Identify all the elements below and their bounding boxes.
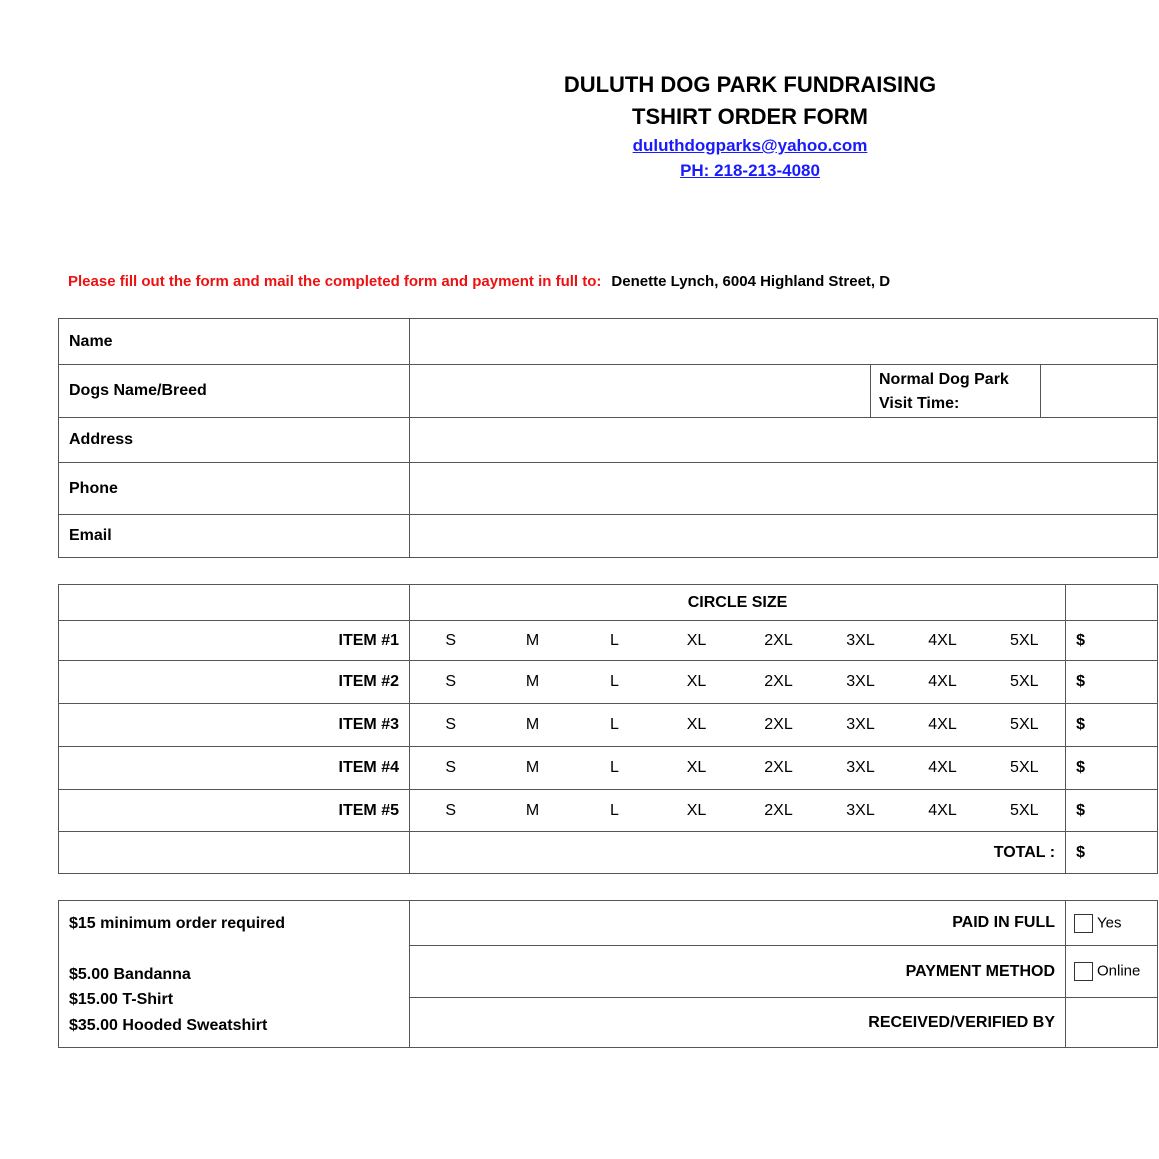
paid-in-full-label: PAID IN FULL [410,901,1066,946]
currency-symbol: $ [1076,801,1085,819]
item-row [59,621,1158,661]
size-option-5xl[interactable]: 5XL [984,704,1066,747]
item-row [59,747,1158,790]
visit-time-field[interactable] [1041,365,1158,418]
minimum-order-note: $15 minimum order required [69,915,286,932]
name-label: Name [59,319,410,365]
size-option-5xl[interactable]: 5XL [984,621,1066,661]
price-header [1066,585,1158,621]
currency-symbol: $ [1076,673,1085,690]
dog-field[interactable] [410,365,871,418]
dog-label: Dogs Name/Breed [59,365,410,418]
visit-time-label-line2: Visit Time: [879,395,960,412]
size-option-4xl[interactable]: 4XL [902,790,984,832]
item-price-field[interactable] [1066,704,1158,747]
price-sweatshirt: $35.00 Hooded Sweatshirt [69,1016,268,1034]
item-price-field[interactable] [1066,790,1158,832]
size-option-m[interactable]: M [492,747,574,790]
size-option-l[interactable]: L [574,747,656,790]
order-table [58,584,1158,874]
phone-link[interactable]: PH: 218-213-4080 [680,161,820,180]
form-subtitle: TSHIRT ORDER FORM [632,104,868,129]
item-price-field[interactable] [1066,661,1158,704]
total-label: TOTAL : [410,832,1066,874]
size-option-2xl[interactable]: 2XL [738,790,820,832]
size-option-2xl[interactable]: 2XL [738,661,820,704]
visit-time-label [871,365,1041,418]
size-option-3xl[interactable]: 3XL [820,747,902,790]
size-option-l[interactable]: L [574,704,656,747]
header-blank [59,585,410,621]
circle-size-header: CIRCLE SIZE [410,585,1066,621]
form-title: DULUTH DOG PARK FUNDRAISING [563,72,937,97]
size-option-m[interactable]: M [492,704,574,747]
size-option-xl[interactable]: XL [656,704,738,747]
item-label: ITEM #3 [59,704,410,747]
currency-symbol: $ [1076,843,1085,861]
size-option-2xl[interactable]: 2XL [738,747,820,790]
paid-in-full-option [1066,901,1158,946]
size-option-3xl[interactable]: 3XL [820,661,902,704]
size-option-5xl[interactable]: 5XL [984,790,1066,832]
item-price-field[interactable] [1066,747,1158,790]
size-option-xl[interactable]: XL [656,661,738,704]
item-row [59,790,1158,832]
pricing-info [59,901,410,1048]
size-option-m[interactable]: M [492,661,574,704]
size-option-5xl[interactable]: 5XL [984,747,1066,790]
visit-time-label-line1: Normal Dog Park [879,371,1009,388]
item-row [59,661,1158,704]
customer-info-table [58,318,1158,558]
currency-symbol: $ [1076,631,1085,649]
size-option-m[interactable]: M [492,621,574,661]
mailing-address: Denette Lynch, 6004 Highland Street, D [611,273,891,290]
size-option-xl[interactable]: XL [656,790,738,832]
item-label: ITEM #2 [59,661,410,704]
size-option-4xl[interactable]: 4XL [902,661,984,704]
mailing-instructions [68,272,1153,291]
total-blank [59,832,410,874]
size-option-l[interactable]: L [574,621,656,661]
item-label: ITEM #1 [59,621,410,661]
email-field[interactable] [410,515,1158,558]
size-option-s[interactable]: S [410,747,492,790]
item-label: ITEM #5 [59,790,410,832]
currency-symbol: $ [1076,716,1085,733]
size-option-s[interactable]: S [410,790,492,832]
size-option-2xl[interactable]: 2XL [738,704,820,747]
online-checkbox[interactable] [1074,962,1093,981]
price-tshirt: $15.00 T-Shirt [69,991,174,1008]
payment-table [58,900,1158,1048]
size-option-3xl[interactable]: 3XL [820,790,902,832]
address-field[interactable] [410,418,1158,463]
size-option-xl[interactable]: XL [656,747,738,790]
currency-symbol: $ [1076,759,1085,776]
size-option-3xl[interactable]: 3XL [820,621,902,661]
size-option-xl[interactable]: XL [656,621,738,661]
address-label: Address [59,418,410,463]
size-option-m[interactable]: M [492,790,574,832]
size-option-3xl[interactable]: 3XL [820,704,902,747]
phone-label: Phone [59,463,410,515]
instructions-text: Please fill out the form and mail the completed form and payment in full to: [68,273,602,290]
verified-by-label: RECEIVED/VERIFIED BY [410,998,1066,1048]
size-option-l[interactable]: L [574,790,656,832]
online-label: Online [1097,962,1141,980]
email-link[interactable]: duluthdogparks@yahoo.com [632,136,868,155]
phone-field[interactable] [410,463,1158,515]
item-row [59,704,1158,747]
paid-yes-checkbox[interactable] [1074,914,1093,933]
verified-by-field[interactable] [1066,998,1158,1048]
price-bandanna: $5.00 Bandanna [69,965,191,983]
size-option-4xl[interactable]: 4XL [902,621,984,661]
email-label: Email [59,515,410,558]
paid-yes-label: Yes [1097,913,1122,931]
size-option-s[interactable]: S [410,704,492,747]
payment-method-label: PAYMENT METHOD [410,946,1066,998]
item-label: ITEM #4 [59,747,410,790]
size-option-4xl[interactable]: 4XL [902,747,984,790]
name-field[interactable] [410,319,1158,365]
size-option-l[interactable]: L [574,661,656,704]
size-option-s[interactable]: S [410,661,492,704]
item-price-field[interactable] [1066,621,1158,661]
size-option-2xl[interactable]: 2XL [738,621,820,661]
payment-method-option [1066,946,1158,998]
total-field[interactable] [1066,832,1158,874]
size-option-5xl[interactable]: 5XL [984,661,1066,704]
size-option-s[interactable]: S [410,621,492,661]
size-option-4xl[interactable]: 4XL [902,704,984,747]
